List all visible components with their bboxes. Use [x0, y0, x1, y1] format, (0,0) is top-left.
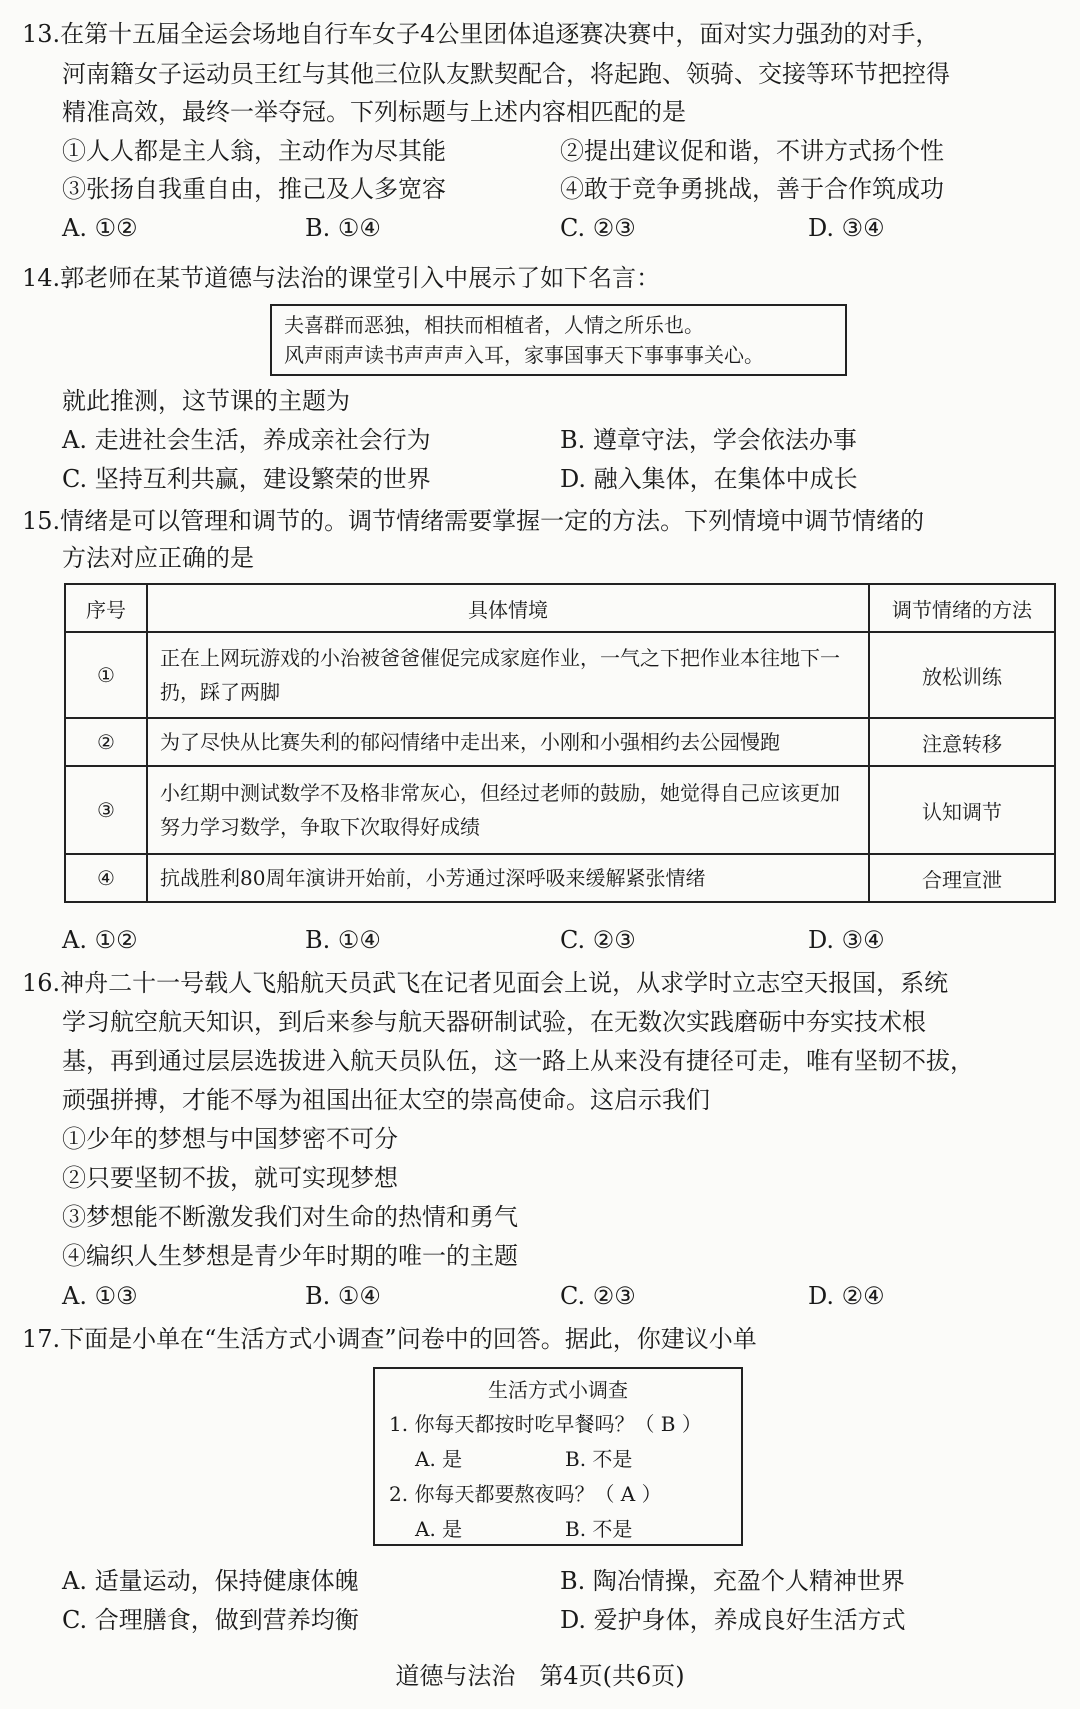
q14-stem: 14.郭老师在某节道德与法治的课堂引入中展示了如下名言： — [22, 264, 661, 292]
row-situation: 小红期中测试数学不及格非常灰心，但经过老师的鼓励，她觉得自己应该更加努力学习数学，争取下次取得好成绩 — [147, 766, 869, 854]
q14-quote-2: 风声雨声读书声声声入耳，家事国事天下事事事关心。 — [284, 343, 764, 367]
row-number: ④ — [65, 854, 147, 902]
q16-statement-4: ④编织人生梦想是青少年时期的唯一的主题 — [62, 1242, 518, 1270]
q14-option-c[interactable]: C. 坚持互利共赢，建设繁荣的世界 — [62, 465, 431, 493]
q15-option-d[interactable]: D. ③④ — [808, 926, 885, 954]
row-situation: 正在上网玩游戏的小治被爸爸催促完成家庭作业，一气之下把作业本往地下一扔，踩了两脚 — [147, 632, 869, 718]
q14-option-d[interactable]: D. 融入集体，在集体中成长 — [560, 465, 858, 493]
q13-statement-2: ②提出建议促和谐，不讲方式扬个性 — [560, 137, 944, 165]
row-method: 认知调节 — [869, 766, 1055, 854]
survey-q2-answer-a: A. 是 — [415, 1517, 463, 1541]
q13-stem-line-3: 精准高效，最终一举夺冠。下列标题与上述内容相匹配的是 — [62, 98, 686, 126]
table-row — [65, 718, 1055, 766]
row-number: ① — [65, 632, 147, 718]
row-number: ② — [65, 718, 147, 766]
q14-quote-1: 夫喜群而恶独，相扶而相植者，人情之所乐也。 — [284, 313, 704, 337]
survey-q2-answer-b: B. 不是 — [565, 1517, 633, 1541]
q15-option-b[interactable]: B. ①④ — [305, 926, 381, 954]
q16-statement-1: ①少年的梦想与中国梦密不可分 — [62, 1125, 398, 1153]
q17-option-c[interactable]: C. 合理膳食，做到营养均衡 — [62, 1606, 359, 1634]
q17-stem: 17.下面是小单在“生活方式小调查”问卷中的回答。据此，你建议小单 — [22, 1325, 757, 1353]
q17-option-a[interactable]: A. 适量运动，保持健康体魄 — [62, 1567, 359, 1595]
row-method: 注意转移 — [869, 718, 1055, 766]
survey-q1-answer-a: A. 是 — [415, 1447, 463, 1471]
q13-option-b[interactable]: B. ①④ — [305, 214, 381, 242]
row-number: ③ — [65, 766, 147, 854]
q13-option-d[interactable]: D. ③④ — [808, 214, 885, 242]
q13-stem-line-2: 河南籍女子运动员王红与其他三位队友默契配合，将起跑、领骑、交接等环节把控得 — [62, 60, 950, 88]
row-method: 放松训练 — [869, 632, 1055, 718]
q14-option-a[interactable]: A. 走进社会生活，养成亲社会行为 — [62, 426, 431, 454]
q13-option-a[interactable]: A. ①② — [62, 214, 138, 242]
q17-survey-box — [373, 1367, 743, 1546]
row-situation: 抗战胜利80周年演讲开始前，小芳通过深呼吸来缓解紧张情绪 — [147, 854, 869, 902]
q15-stem-line-1: 15.情绪是可以管理和调节的。调节情绪需要掌握一定的方法。下列情境中调节情绪的 — [22, 507, 925, 535]
q16-statement-2: ②只要坚韧不拔，就可实现梦想 — [62, 1164, 398, 1192]
q13-stem-line-1: 13.在第十五届全运会场地自行车女子4公里团体追逐赛决赛中，面对实力强劲的对手， — [22, 20, 940, 48]
survey-title: 生活方式小调查 — [488, 1378, 628, 1402]
table-row — [65, 632, 1055, 718]
survey-answers-1 — [375, 1442, 741, 1477]
q16-stem-line-4: 顽强拼搏，才能不辱为祖国出征太空的崇高使命。这启示我们 — [62, 1086, 710, 1114]
row-situation: 为了尽快从比赛失利的郁闷情绪中走出来，小刚和小强相约去公园慢跑 — [147, 718, 869, 766]
q15-option-c[interactable]: C. ②③ — [560, 926, 636, 954]
survey-q1-answer-b: B. 不是 — [565, 1447, 633, 1471]
q16-option-a[interactable]: A. ①③ — [62, 1282, 138, 1310]
q16-stem-line-2: 学习航空航天知识，到后来参与航天器研制试验，在无数次实践磨砺中夯实技术根 — [62, 1008, 926, 1036]
q16-option-c[interactable]: C. ②③ — [560, 1282, 636, 1310]
table-row — [65, 766, 1055, 854]
q15-situation-table — [64, 583, 1056, 903]
table-row — [65, 854, 1055, 902]
q17-option-b[interactable]: B. 陶冶情操，充盈个人精神世界 — [560, 1567, 905, 1595]
q17-option-d[interactable]: D. 爱护身体，养成良好生活方式 — [560, 1606, 906, 1634]
row-method: 合理宣泄 — [869, 854, 1055, 902]
header-situation: 具体情境 — [147, 584, 869, 632]
q16-option-b[interactable]: B. ①④ — [305, 1282, 381, 1310]
q16-stem-line-1: 16.神舟二十一号载人飞船航天员武飞在记者见面会上说，从求学时立志空天报国，系统 — [22, 969, 949, 997]
table-header-row — [65, 584, 1055, 632]
q15-stem-line-2: 方法对应正确的是 — [62, 544, 254, 572]
page-footer: 道德与法治 第4页(共6页) — [395, 1662, 685, 1690]
q13-option-c[interactable]: C. ②③ — [560, 214, 636, 242]
q13-statement-1: ①人人都是主人翁，主动作为尽其能 — [62, 137, 446, 165]
q13-statement-4: ④敢于竞争勇挑战，善于合作筑成功 — [560, 175, 944, 203]
q14-option-b[interactable]: B. 遵章守法，学会依法办事 — [560, 426, 857, 454]
q15-option-a[interactable]: A. ①② — [62, 926, 138, 954]
survey-question-1: 1. 你每天都按时吃早餐吗？（ B ） — [389, 1412, 702, 1436]
q16-option-d[interactable]: D. ②④ — [808, 1282, 885, 1310]
q14-quote-box — [270, 304, 847, 376]
q14-prompt: 就此推测，这节课的主题为 — [62, 387, 350, 415]
header-method: 调节情绪的方法 — [869, 584, 1055, 632]
q16-statement-3: ③梦想能不断激发我们对生命的热情和勇气 — [62, 1203, 518, 1231]
survey-question-2: 2. 你每天都要熬夜吗？（ A ） — [389, 1482, 662, 1506]
q13-statement-3: ③张扬自我重自由，推己及人多宽容 — [62, 175, 446, 203]
header-number: 序号 — [65, 584, 147, 632]
survey-answers-2 — [375, 1512, 741, 1547]
q16-stem-line-3: 基，再到通过层层选拔进入航天员队伍，这一路上从来没有捷径可走，唯有坚韧不拔， — [62, 1047, 974, 1075]
